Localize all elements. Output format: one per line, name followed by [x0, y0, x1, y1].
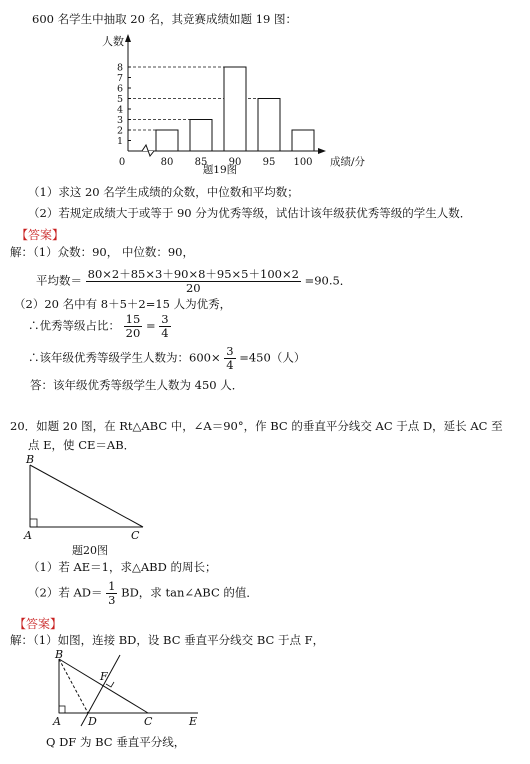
- sol19-line3: （2）20 名中有 8＋5＋2=15 人为优秀，: [14, 297, 232, 311]
- right-angle-A: [59, 706, 65, 713]
- solution-figure-20: [48, 646, 218, 732]
- x-tick-label-80: 80: [160, 157, 174, 168]
- sol-label-C: C: [144, 715, 153, 728]
- average-numerator: 80×2＋85×3＋90×8＋95×5＋100×2: [87, 267, 299, 281]
- q20-part2: [28, 580, 258, 607]
- bar-95: [258, 99, 280, 152]
- average-fraction: [86, 268, 301, 295]
- sol19-final: 答：该年级优秀等级学生人数为 450 人．: [30, 378, 244, 392]
- fig20-label-C: C: [131, 529, 140, 542]
- average-label: 平均数＝: [36, 273, 82, 288]
- average-denominator: 20: [185, 281, 201, 295]
- y-tick-label-7: 7: [116, 73, 123, 84]
- x-tick-label-85: 85: [194, 157, 208, 168]
- y-tick-label-6: 6: [116, 83, 123, 95]
- fig20-label-A: A: [24, 529, 32, 542]
- sol19-count: [28, 345, 305, 372]
- y-tick-label-5: 5: [116, 94, 123, 105]
- intro-text: 600 名学生中抽取 20 名，其竞赛成绩如题 19 图：: [32, 12, 297, 26]
- bar-80: [156, 130, 178, 151]
- ratio-label: ∴优秀等级占比：: [28, 318, 120, 333]
- x-axis-label: 成绩/分: [330, 156, 366, 168]
- q20-part2-num: 1: [108, 579, 116, 593]
- origin-label: 0: [118, 157, 126, 168]
- q20-stem-line2: 点 E，使 CE＝AB．: [28, 438, 136, 452]
- ratio-eq: =: [145, 318, 156, 333]
- sol-label-D: D: [88, 715, 97, 728]
- sol19-average: [36, 268, 351, 295]
- count-fraction: [224, 345, 235, 372]
- x-tick-label-95: 95: [262, 157, 276, 168]
- q20-part2-fraction: [106, 580, 117, 607]
- figure-20: [18, 455, 178, 560]
- bar-chart-fig19: [90, 30, 380, 175]
- q19-part2: （2）若规定成绩大于或等于 90 分为优秀等级，试估计该年级获优秀等级的学生人数．: [28, 206, 472, 220]
- x-tick-label-90: 90: [228, 157, 242, 168]
- fig20-caption: 题20图: [72, 544, 108, 557]
- sol19-line1: 解：（1）众数：90， 中位数：90，: [10, 245, 194, 259]
- count-den: 4: [226, 358, 234, 372]
- sol-label-E: E: [189, 715, 198, 728]
- ratio-num-2: 3: [161, 312, 169, 326]
- y-tick-label-8: 8: [116, 62, 123, 74]
- average-result: =90.5．: [304, 273, 352, 288]
- y-tick-label-4: 4: [116, 104, 123, 116]
- sol19-ratio: [28, 313, 171, 340]
- y-axis-arrow: [125, 34, 131, 42]
- q20-part2-post: BD，求 tan∠ABC 的值．: [121, 585, 258, 600]
- q19-part1: （1）求这 20 名学生成绩的众数，中位数和平均数；: [28, 185, 299, 199]
- sol20-line1: 解：（1）如图，连接 BD，设 BC 垂直平分线交 BC 于点 F，: [10, 633, 325, 647]
- sol-label-F: F: [100, 670, 108, 683]
- answer-label-20: 【答案】: [14, 617, 63, 631]
- y-tick-label-2: 2: [116, 125, 123, 137]
- fig20-label-B: B: [26, 455, 35, 466]
- count-num: 3: [226, 344, 234, 358]
- sol20-last-line: Q DF 为 BC 垂直平分线，: [46, 735, 186, 749]
- ratio-fraction-2: [159, 313, 170, 340]
- x-axis-arrow: [318, 148, 326, 154]
- y-tick-label-1: 1: [116, 136, 123, 147]
- q20-part2-den: 3: [108, 593, 116, 607]
- sol-label-B: B: [55, 648, 64, 661]
- right-angle-mark: [30, 519, 37, 527]
- answer-label: 【答案】: [16, 228, 65, 242]
- q20-part1: （1）若 AE＝1，求△ABD 的周长；: [28, 560, 217, 574]
- count-result: =450（人）: [239, 350, 306, 365]
- bar-85: [190, 120, 212, 152]
- q20-stem-line1: 20．如题 20 图，在 Rt△ABC 中，∠A＝90°，作 BC 的垂直平分线交 AC 于点 D，延长 AC 至: [10, 419, 503, 433]
- ratio-den-1: 20: [125, 326, 141, 340]
- y-axis-label: 人数: [102, 35, 124, 48]
- ratio-num-1: 15: [125, 312, 141, 326]
- y-tick-label-3: 3: [116, 115, 123, 126]
- x-tick-label-100: 100: [293, 157, 313, 168]
- bar-90: [224, 67, 246, 151]
- chart-title: 题19图: [202, 164, 238, 175]
- ratio-fraction-1: [124, 313, 143, 340]
- sol-label-A: A: [53, 715, 61, 728]
- q20-part2-pre: （2）若 AD＝: [28, 585, 103, 600]
- count-label: ∴该年级优秀等级学生人数为：600×: [28, 350, 221, 365]
- ratio-den-2: 4: [161, 326, 169, 340]
- bar-100: [292, 130, 314, 151]
